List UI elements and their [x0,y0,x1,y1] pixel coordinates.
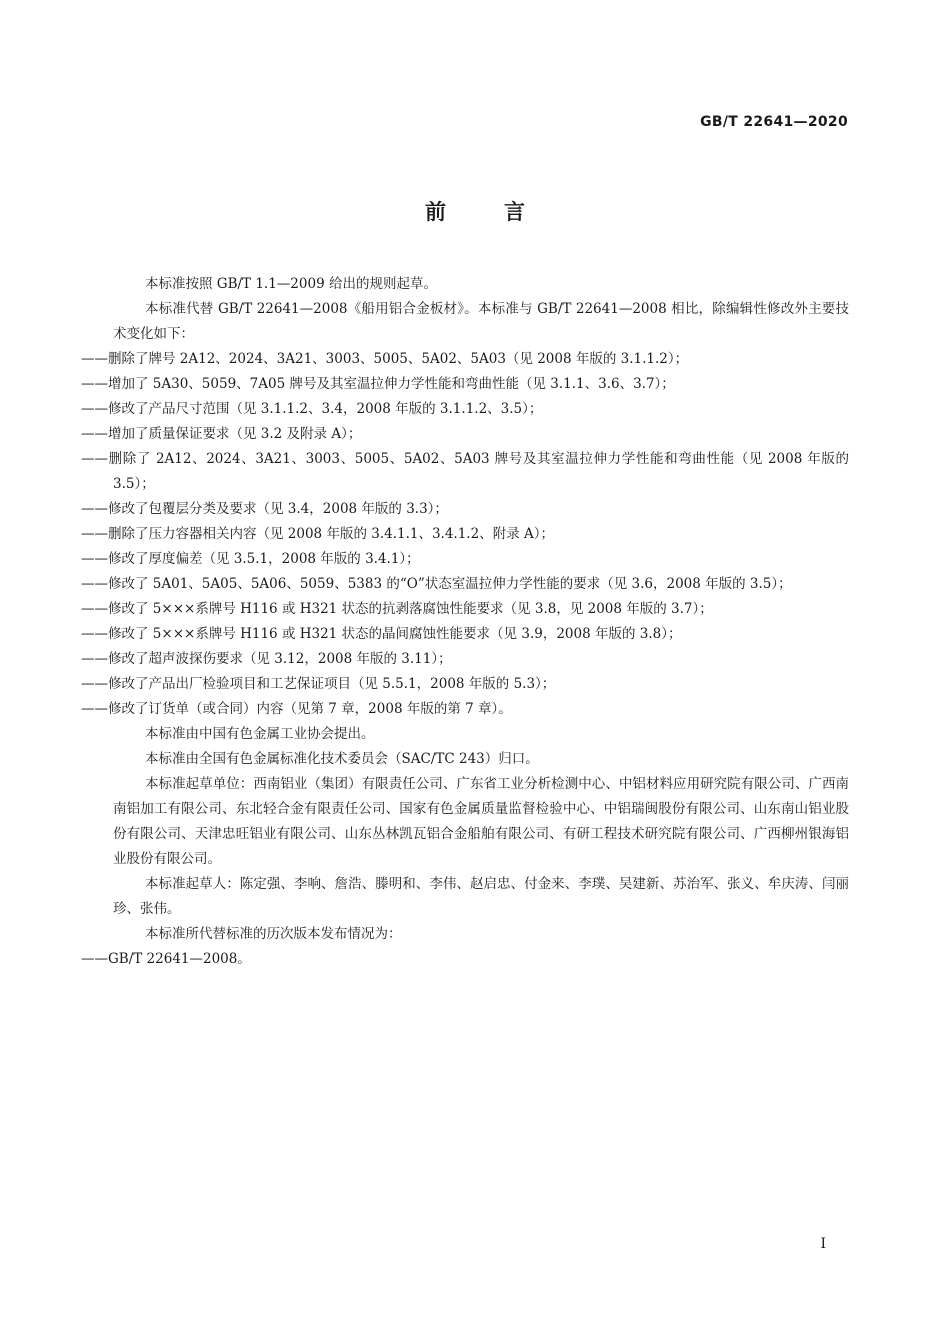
page-title: 前言 [425,200,583,224]
change-item: ——删除了压力容器相关内容（见 2008 年版的 3.4.1.1、3.4.1.2、附录 A）； [81,526,554,542]
change-item: ——修改了包覆层分类及要求（见 3.4，2008 年版的 3.3）； [81,501,448,517]
change-item: ——修改了超声波探伤要求（见 3.12，2008 年版的 3.11）； [81,651,452,667]
history-item: ——GB/T 22641—2008。 [81,951,251,967]
change-item: ——增加了质量保证要求（见 3.2 及附录 A）； [81,426,362,442]
proposer-paragraph: 本标准由中国有色金属工业协会提出。 [145,726,375,742]
change-item: ——删除了 2A12、2024、3A21、3003、5005、5A02、5A03 牌号及其室温拉伸力学性能和弯曲性能（见 2008 年版的 3.5）； [81,451,849,492]
drafters-paragraph: 本标准起草人：陈定强、李响、詹浩、滕明和、李伟、赵启忠、付金来、李璞、吴建新、苏治军、张义、牟庆涛、闫丽珍、张伟。 [113,876,849,917]
change-item: ——修改了 5×××系牌号 H116 或 H321 状态的晶间腐蚀性能要求（见 3.9，2008 年版的 3.8）； [81,626,682,642]
intro-paragraph: 本标准代替 GB/T 22641—2008《船用铝合金板材》。本标准与 GB/T 22641—2008 相比，除编辑性修改外主要技术变化如下： [113,301,849,342]
change-item: ——修改了产品出厂检验项目和工艺保证项目（见 5.5.1，2008 年版的 5.3）； [81,676,556,692]
change-item: ——删除了牌号 2A12、2024、3A21、3003、5005、5A02、5A03（见 2008 年版的 3.1.1.2）； [81,351,689,367]
committee-paragraph: 本标准由全国有色金属标准化技术委员会（SAC/TC 243）归口。 [145,751,539,767]
change-item: ——修改了 5A01、5A05、5A06、5059、5383 的“O”状态室温拉伸力学性能的要求（见 3.6，2008 年版的 3.5）； [81,576,792,592]
change-item: ——修改了产品尺寸范围（见 3.1.1.2、3.4，2008 年版的 3.1.1.2、3.5）； [81,401,543,417]
change-item: ——修改了订货单（或合同）内容（见第 7 章，2008 年版的第 7 章）。 [81,701,512,717]
change-item: ——增加了 5A30、5059、7A05 牌号及其室温拉伸力学性能和弯曲性能（见 3.1.1、3.6、3.7）； [81,376,675,392]
intro-paragraph: 本标准按照 GB/T 1.1—2009 给出的规则起草。 [145,276,437,292]
standard-number: GB/T 22641—2020 [700,114,848,130]
foreword-body [81,272,849,972]
history-intro-paragraph: 本标准所代替标准的历次版本发布情况为： [145,926,402,942]
drafting-units-paragraph: 本标准起草单位：西南铝业（集团）有限责任公司、广东省工业分析检测中心、中铝材料应用研究院有限公司、广西南南铝加工有限公司、东北轻合金有限责任公司、国家有色金属质量监督检验中心、中铝瑞闽股份有限公司、山东南山铝业股份有限公司、天津忠旺铝业有限公司、山东丛林凯瓦铝合金船舶有限公司、有研工程技术研究院有限公司、广西柳州银海铝业股份有限公司。 [113,776,849,867]
change-item: ——修改了 5×××系牌号 H116 或 H321 状态的抗剥落腐蚀性能要求（见 3.8，见 2008 年版的 3.7）； [81,601,713,617]
change-item: ——修改了厚度偏差（见 3.5.1，2008 年版的 3.4.1）； [81,551,420,567]
page-number: I [820,1236,826,1252]
